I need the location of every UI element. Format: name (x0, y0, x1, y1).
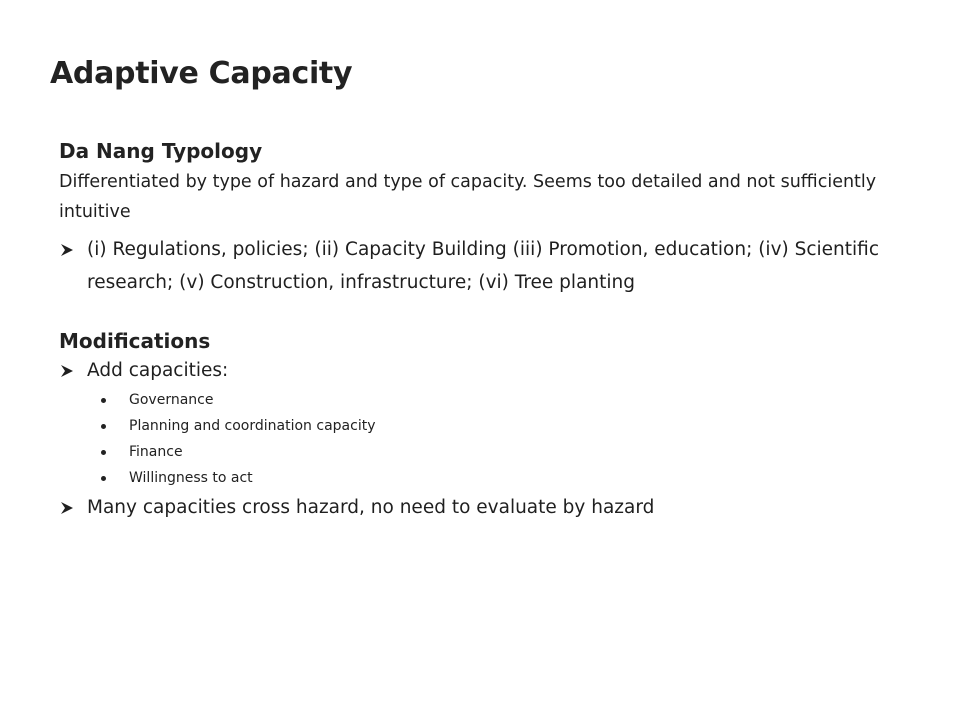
sub-bullet-item (59, 439, 919, 465)
section-heading: Modifications (59, 329, 211, 353)
sub-bullet-text: Governance (129, 392, 214, 408)
arrow-bullet-text: (i) Regulations, policies; (ii) Capacity Building (iii) Promotion, education; (iv) Scientific research; (v) Construction, infrastructure; (vi) Tree planting (87, 239, 879, 293)
arrow-bullet-item (59, 491, 919, 524)
section-da-nang-typology (59, 137, 919, 299)
bullet-dot-icon (101, 450, 106, 455)
sub-bullet-text: Planning and coordination capacity (129, 418, 376, 434)
arrow-bullet-item (59, 354, 919, 387)
bullet-dot-icon (101, 424, 106, 429)
arrow-bullet-icon (59, 491, 87, 524)
sub-bullet-item (59, 413, 919, 439)
section-modifications (59, 327, 919, 524)
arrow-bullet-item (59, 233, 919, 299)
bullet-dot-icon (101, 476, 106, 481)
arrow-bullet-icon (59, 354, 87, 387)
sub-bullet-text: Willingness to act (129, 470, 253, 486)
section-paragraph: Differentiated by type of hazard and type of capacity. Seems too detailed and not sufficiently intuitive (59, 172, 877, 222)
bullet-dot-icon (101, 398, 106, 403)
slide-content (59, 137, 919, 524)
sub-bullet-text: Finance (129, 444, 183, 460)
arrow-bullet-text: Many capacities cross hazard, no need to evaluate by hazard (87, 497, 655, 518)
arrow-bullet-icon (59, 233, 87, 266)
sub-bullet-item (59, 465, 919, 491)
slide-title: Adaptive Capacity (50, 56, 353, 91)
section-heading: Da Nang Typology (59, 139, 263, 163)
arrow-bullet-text: Add capacities: (87, 360, 229, 381)
sub-bullet-list (59, 387, 919, 491)
sub-bullet-item (59, 387, 919, 413)
